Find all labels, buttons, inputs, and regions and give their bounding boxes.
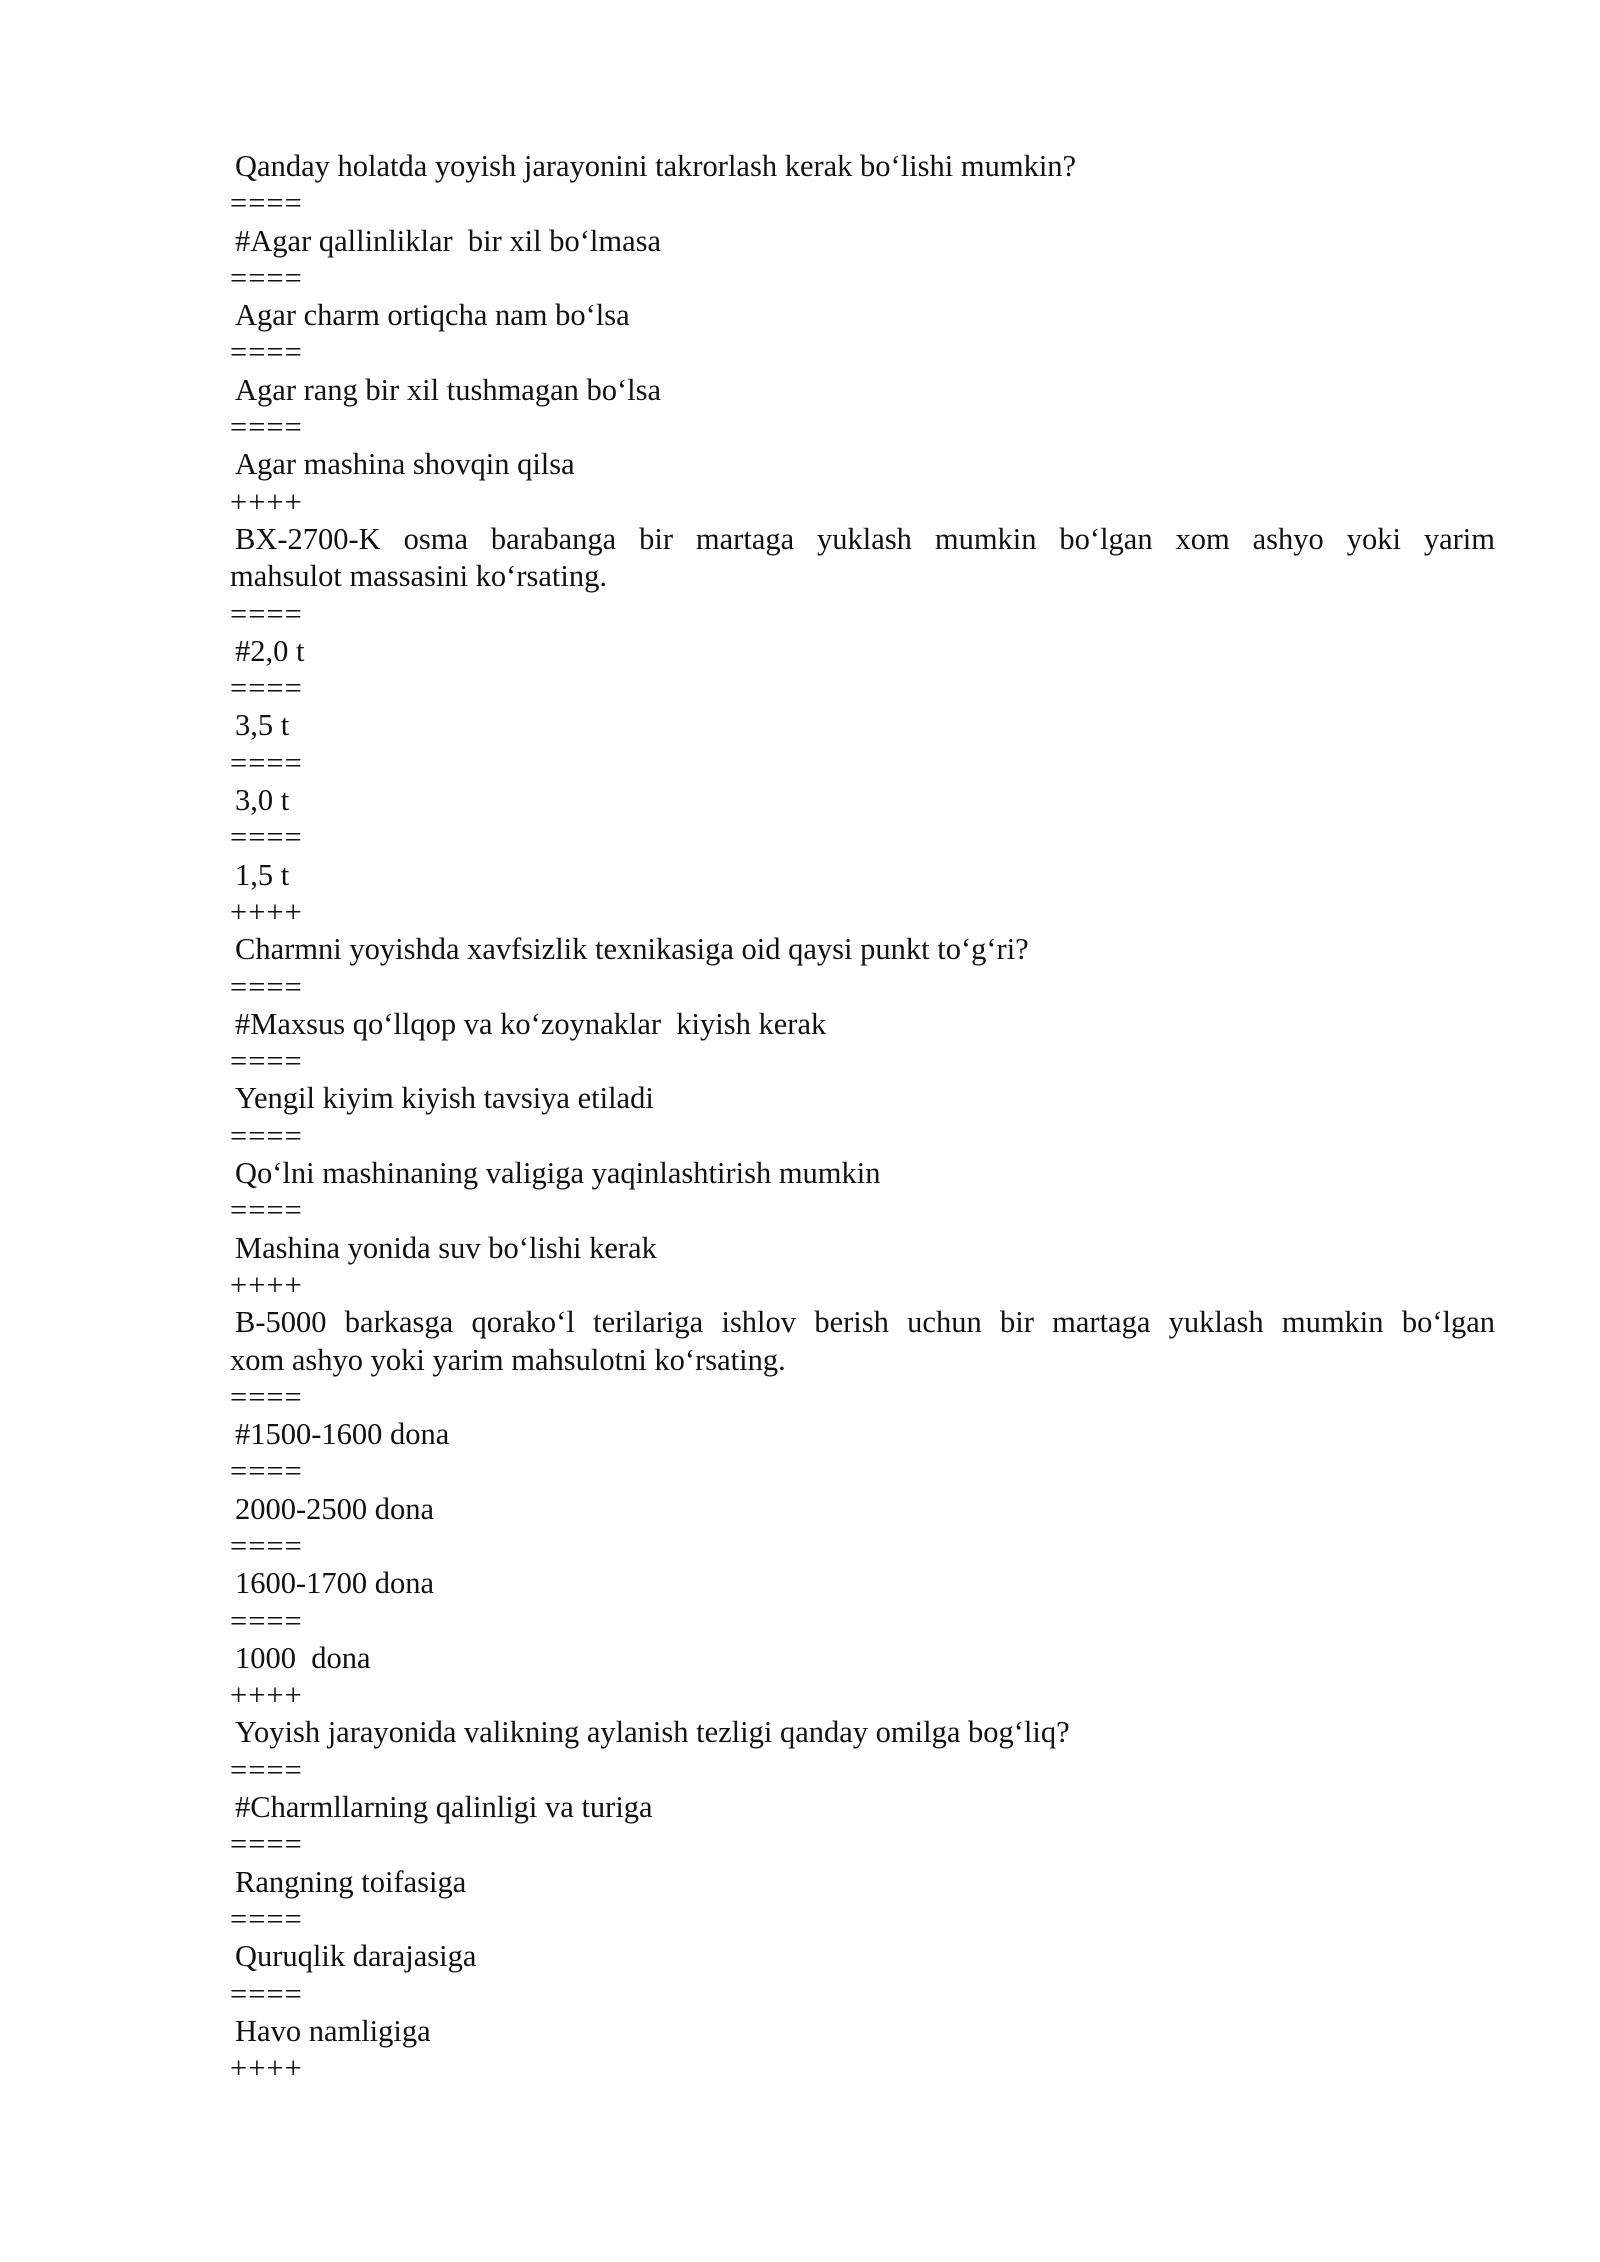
question-line: BX-2700-K osma barabanga bir martaga yuklash mumkin bo‘lgan xom ashyo yoki yarim <box>235 521 1495 556</box>
option-separator: ==== <box>230 1118 303 1153</box>
option-text: #Charmllarning qalinligi va turiga <box>235 1790 653 1825</box>
option-text: 1,5 t <box>235 857 290 892</box>
question-text: Charmni yoyishda xavfsizlik texnikasiga oid qaysi punkt to‘g‘ri? <box>235 932 1029 967</box>
test-questions <box>230 148 1495 2087</box>
option-text: Mashina yonida suv bo‘lishi kerak <box>235 1230 657 1265</box>
option-separator: ==== <box>230 745 303 780</box>
option-text: 2000-2500 dona <box>235 1491 435 1526</box>
question-line: xom ashyo yoki yarim mahsulotni ko‘rsating. <box>230 1342 786 1377</box>
option-separator: ==== <box>230 1379 303 1414</box>
question-separator: ++++ <box>230 2051 303 2086</box>
option-separator: ==== <box>230 1528 303 1563</box>
question-separator: ++++ <box>230 1678 303 1713</box>
option-text: Havo namligiga <box>235 2013 431 2048</box>
option-separator: ==== <box>230 596 303 631</box>
option-separator: ==== <box>230 1976 303 2011</box>
question-text: Yoyish jarayonida valikning aylanish tezligi qanday omilga bog‘liq? <box>235 1715 1070 1750</box>
option-text: Quruqlik darajasiga <box>235 1939 477 1974</box>
option-text: Rangning toifasiga <box>235 1864 467 1899</box>
option-separator: ==== <box>230 1901 303 1936</box>
question-text <box>230 1304 1495 1379</box>
option-separator: ==== <box>230 969 303 1004</box>
option-separator: ==== <box>230 1044 303 1079</box>
option-separator: ==== <box>230 1603 303 1638</box>
question-separator: ++++ <box>230 1267 303 1302</box>
option-separator: ==== <box>230 410 303 445</box>
question-line: mahsulot massasini ko‘rsating. <box>230 559 607 594</box>
option-text: 1000 dona <box>235 1640 371 1675</box>
option-text: Agar mashina shovqin qilsa <box>235 447 575 482</box>
option-text: 3,5 t <box>235 708 290 743</box>
option-text: Agar charm ortiqcha nam bo‘lsa <box>235 298 630 333</box>
question-line: B-5000 barkasga qorako‘l terilariga ishlov berish uchun bir martaga yuklash mumkin bo‘lgan <box>235 1305 1495 1340</box>
option-text: Qo‘lni mashinaning valigiga yaqinlashtirish mumkin <box>235 1156 881 1191</box>
option-separator: ==== <box>230 260 303 295</box>
option-text: #Agar qallinliklar bir xil bo‘lmasa <box>235 223 662 258</box>
option-separator: ==== <box>230 820 303 855</box>
option-separator: ==== <box>230 671 303 706</box>
option-separator: ==== <box>230 1752 303 1787</box>
option-separator: ==== <box>230 1193 303 1228</box>
option-separator: ==== <box>230 186 303 221</box>
question-text: Qanday holatda yoyish jarayonini takrorlash kerak bo‘lishi mumkin? <box>235 149 1077 183</box>
option-text: 1600-1700 dona <box>235 1566 435 1601</box>
option-text: Agar rang bir xil tushmagan bo‘lsa <box>235 372 662 407</box>
option-text: Yengil kiyim kiyish tavsiya etiladi <box>235 1081 654 1116</box>
question-text <box>230 521 1495 596</box>
option-text: 3,0 t <box>235 783 290 818</box>
option-separator: ==== <box>230 1827 303 1862</box>
option-text: #2,0 t <box>235 633 305 668</box>
option-text: #Maxsus qo‘llqop va ko‘zoynaklar kiyish kerak <box>235 1006 827 1041</box>
question-separator: ++++ <box>230 484 303 519</box>
question-separator: ++++ <box>230 894 303 929</box>
option-separator: ==== <box>230 335 303 370</box>
option-separator: ==== <box>230 1454 303 1489</box>
option-text: #1500-1600 dona <box>235 1417 450 1452</box>
